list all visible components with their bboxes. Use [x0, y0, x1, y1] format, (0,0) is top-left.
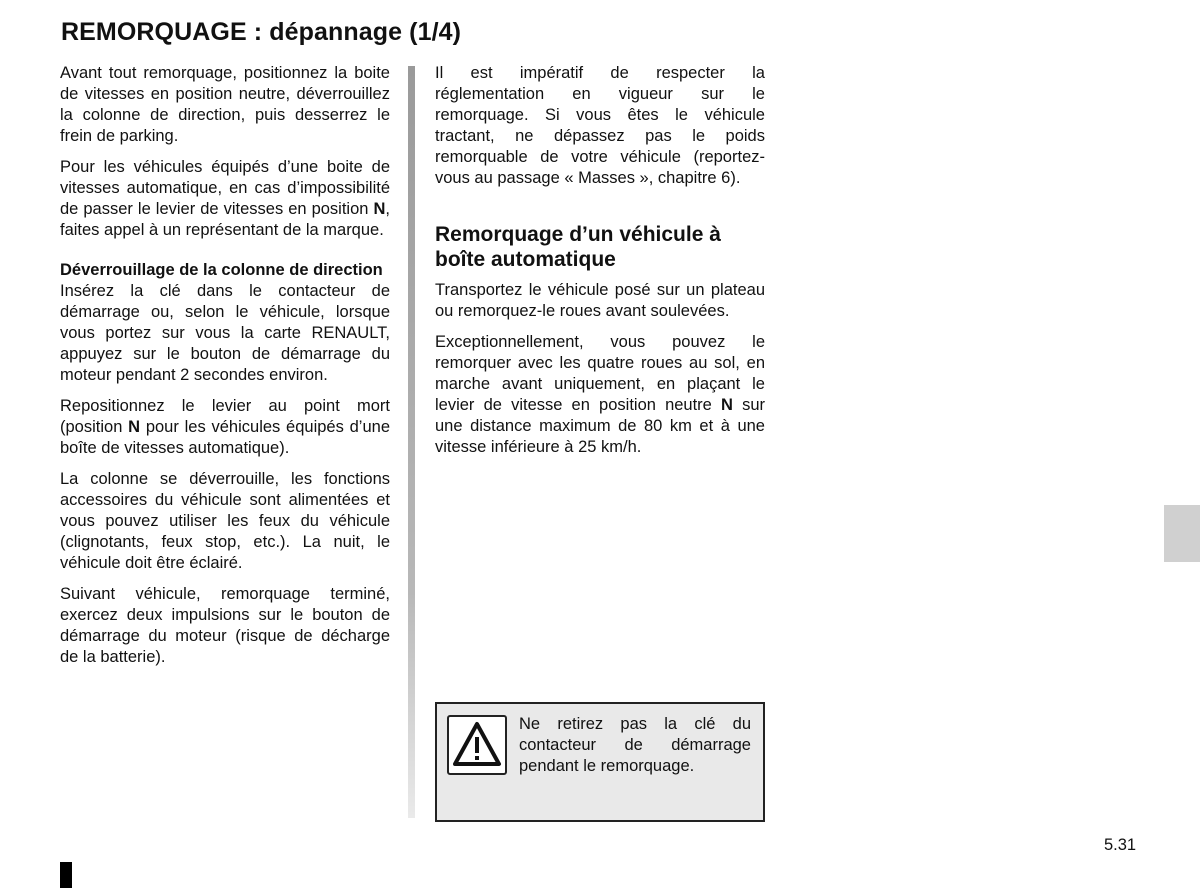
- corner-mark: [60, 862, 72, 888]
- neutral-symbol: N: [373, 200, 386, 218]
- text-run: , faites appel à un représentant de la marque.: [60, 200, 390, 239]
- text-run: Pour les véhicules équipés d’une boite de vitesses automatique, en cas d’impossibilité de passer le levier de vitesses en position: [60, 158, 390, 218]
- page-title: REMORQUAGE : dépannage (1/4): [61, 18, 462, 46]
- warning-box: [435, 702, 765, 822]
- automatic-gearbox-paragraph: [60, 157, 390, 241]
- right-column: [435, 63, 765, 468]
- neutral-position-paragraph: [60, 396, 390, 459]
- towing-finished-paragraph: Suivant véhicule, remorquage terminé, exercez deux impulsions sur le bouton de démarrage du moteur (risque de décharge de la batterie).: [60, 585, 390, 666]
- warning-triangle-icon: [447, 715, 507, 775]
- regulation-paragraph: Il est impératif de respecter la réglementation en vigueur sur le remorquage. Si vous êtes le véhicule tractant, ne dépassez pas le poids remorquable de votre véhicule (reportez-vous au passage « Masses », chapitre 6).: [435, 64, 765, 187]
- chapter-tab: [1164, 505, 1200, 562]
- left-column: [60, 63, 390, 678]
- text-run: sur une distance maximum de 80 km et à une vitesse inférieure à 25 km/h.: [435, 396, 765, 456]
- column-unlocks-paragraph: La colonne se déverrouille, les fonctions accessoires du véhicule sont alimentées et vous pouvez utiliser les feux du véhicule (clignotants, feux stop, etc.). La nuit, le véhicule doit être éclairé.: [60, 470, 390, 572]
- warning-text: Ne retirez pas la clé du contacteur de démarrage pendant le remorquage.: [519, 715, 751, 775]
- transport-paragraph: Transportez le véhicule posé sur un plateau ou remorquez-le roues avant soulevées.: [435, 281, 765, 320]
- intro-paragraph: Avant tout remorquage, positionnez la boite de vitesses en position neutre, déverrouillez la colonne de direction, puis desserrez le frein de parking.: [60, 64, 390, 145]
- text-run: pour les véhicules équipés d’une boîte de vitesses automatique).: [60, 418, 390, 457]
- column-divider: [408, 66, 415, 818]
- text-run: Repositionnez le levier au point mort (position: [60, 397, 390, 436]
- steering-unlock-subheading: Déverrouillage de la colonne de direction: [60, 261, 383, 279]
- text-run: Exceptionnellement, vous pouvez le remorquer avec les quatre roues au sol, en marche avant uniquement, en plaçant le levier de vitesse en position neutre: [435, 333, 765, 414]
- exceptional-towing-paragraph: [435, 332, 765, 458]
- automatic-towing-heading: Remorquage d’un véhicule à boîte automatique: [435, 223, 721, 271]
- insert-key-paragraph: Insérez la clé dans le contacteur de démarrage ou, selon le véhicule, lorsque vous portez sur vous la carte RENAULT, appuyez sur le bouton de démarrage du moteur pendant 2 secondes environ.: [60, 282, 390, 384]
- neutral-symbol: N: [721, 396, 733, 414]
- neutral-symbol: N: [128, 418, 141, 436]
- page-number: 5.31: [1104, 836, 1137, 854]
